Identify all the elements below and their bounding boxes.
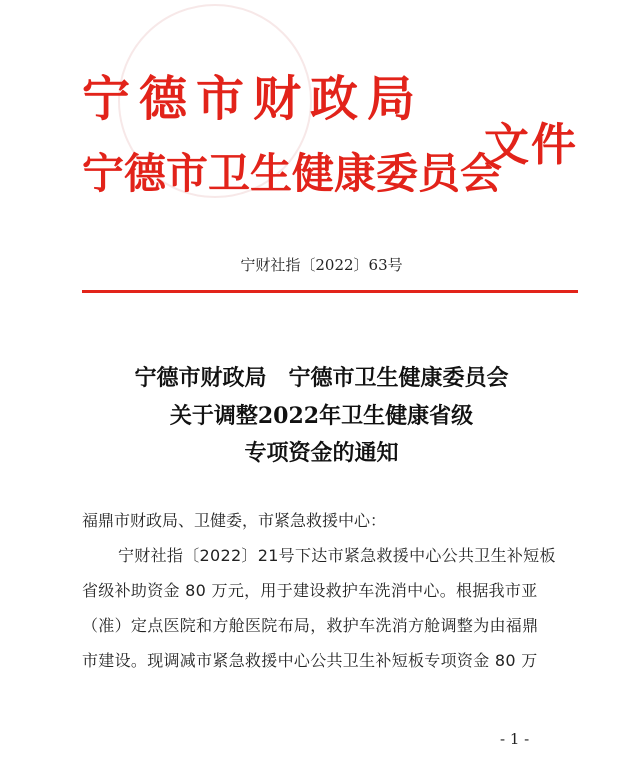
document-type-label: 文件 [484, 118, 579, 171]
notice-title-line-3: 专项资金的通知 [244, 440, 399, 466]
notice-title-line-1: 宁德市财政局 宁德市卫生健康委员会 [134, 365, 509, 391]
issuer-name-health-commission: 宁德市卫生健康委员会 [82, 149, 503, 198]
issuer-name-finance-bureau: 宁德市财政局 [82, 71, 425, 127]
body-text-line: 市建设。现调减市紧急救援中心公共卫生补短板专项资金 80 万 [82, 651, 538, 670]
addressee-line: 福鼎市财政局、卫健委，市紧急救援中心： [82, 511, 387, 530]
body-text-line: 省级补助资金 80 万元，用于建设救护车洗消中心。根据我市亚 [82, 581, 538, 600]
body-text-line: （准）定点医院和方舱医院布局，救护车洗消方舱调整为由福鼎 [82, 616, 539, 635]
notice-title-line-2: 关于调整2022年卫生健康省级 [169, 403, 474, 429]
body-text-line: 宁财社指〔2022〕21号下达市紧急救援中心公共卫生补短板 [118, 546, 556, 565]
document-number: 宁财社指〔2022〕63号 [240, 256, 403, 274]
page-number: - 1 - [500, 730, 530, 748]
red-divider-line [82, 290, 578, 293]
